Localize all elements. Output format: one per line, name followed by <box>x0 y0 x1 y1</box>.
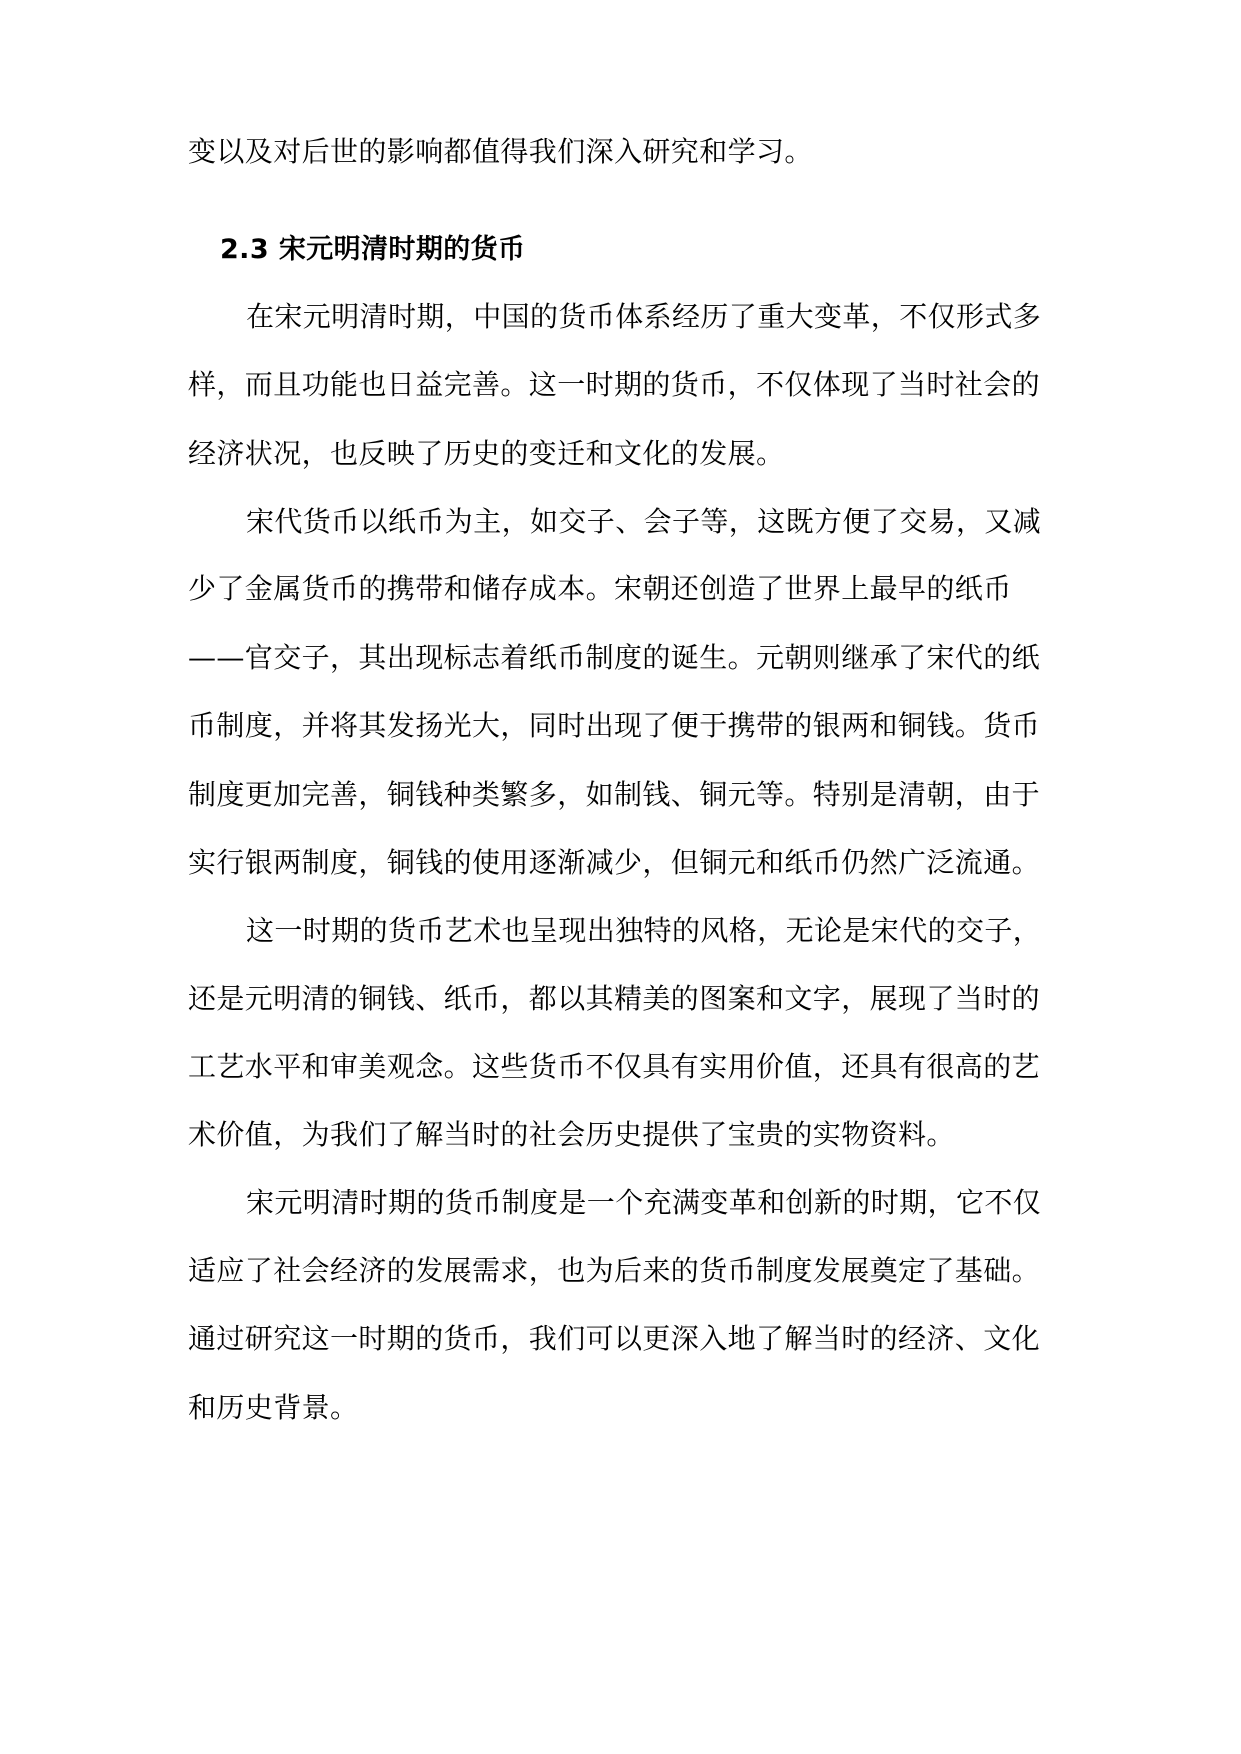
paragraph-4-line-4: 和历史背景。 <box>188 1391 359 1424</box>
paragraph-4-line-2: 适应了社会经济的发展需求，也为后来的货币制度发展奠定了基础。 <box>188 1254 1041 1287</box>
paragraph-3-line-3: 工艺水平和审美观念。这些货币不仅具有实用价值，还具有很高的艺 <box>188 1050 1041 1083</box>
paragraph-3-line-2: 还是元明清的铜钱、纸币，都以其精美的图案和文字，展现了当时的 <box>188 982 1041 1015</box>
paragraph-2-line-2: 少了金属货币的携带和储存成本。宋朝还创造了世界上最早的纸币 <box>188 572 1012 605</box>
section-heading: 2.3 宋元明清时期的货币 <box>220 234 526 265</box>
paragraph-1-line-1: 在宋元明清时期，中国的货币体系经历了重大变革，不仅形式多 <box>246 300 1042 333</box>
paragraph-3-line-4: 术价值，为我们了解当时的社会历史提供了宝贵的实物资料。 <box>188 1118 955 1151</box>
paragraph-1-line-2: 样，而且功能也日益完善。这一时期的货币，不仅体现了当时社会的 <box>188 368 1041 401</box>
paragraph-2-line-6: 实行银两制度，铜钱的使用逐渐减少，但铜元和纸币仍然广泛流通。 <box>188 846 1041 879</box>
carryover-line-1: 变以及对后世的影响都值得我们深入研究和学习。 <box>188 135 813 168</box>
paragraph-2-line-5: 制度更加完善，铜钱种类繁多，如制钱、铜元等。特别是清朝，由于 <box>188 778 1041 811</box>
paragraph-2-line-3: ——官交子，其出现标志着纸币制度的诞生。元朝则继承了宋代的纸 <box>188 641 1041 674</box>
paragraph-4-line-3: 通过研究这一时期的货币，我们可以更深入地了解当时的经济、文化 <box>188 1322 1041 1355</box>
paragraph-4-line-1: 宋元明清时期的货币制度是一个充满变革和创新的时期，它不仅 <box>246 1186 1042 1219</box>
paragraph-3-line-1: 这一时期的货币艺术也呈现出独特的风格，无论是宋代的交子， <box>246 914 1042 947</box>
paragraph-2-line-4: 币制度，并将其发扬光大，同时出现了便于携带的银两和铜钱。货币 <box>188 709 1041 742</box>
paragraph-1-line-3: 经济状况，也反映了历史的变迁和文化的发展。 <box>188 437 785 470</box>
paragraph-2-line-1: 宋代货币以纸币为主，如交子、会子等，这既方便了交易，又减 <box>246 505 1042 538</box>
